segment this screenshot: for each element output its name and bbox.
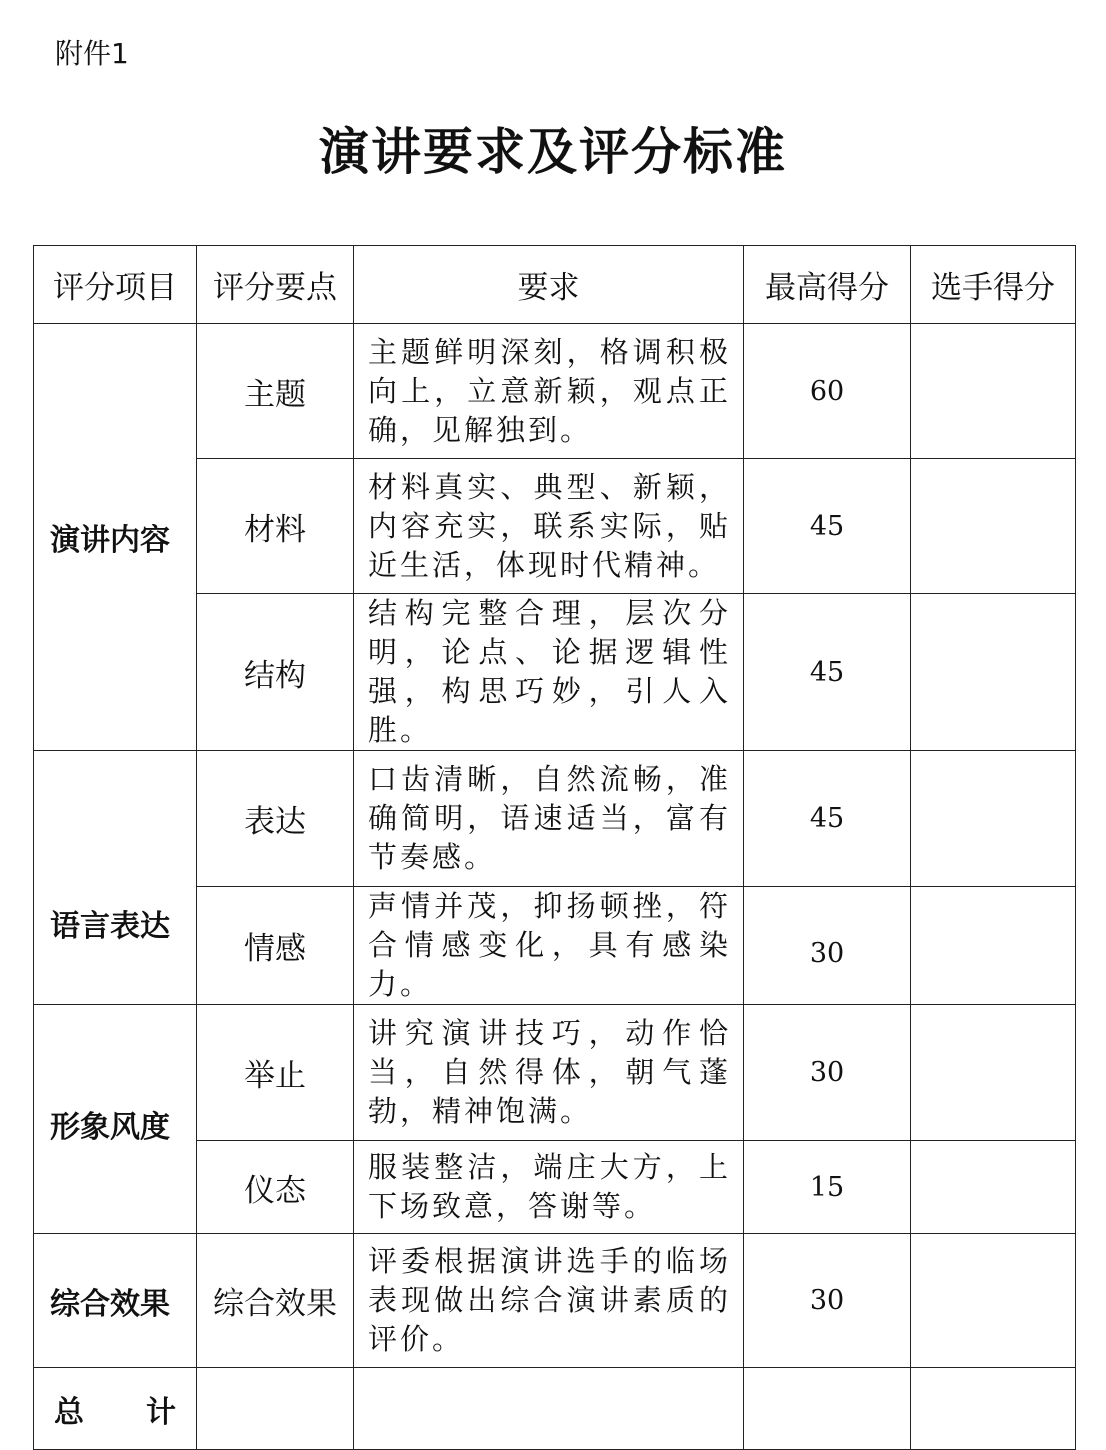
player-score-cell[interactable] [911, 324, 1076, 459]
page-title: 演讲要求及评分标准 [319, 122, 787, 181]
point-cell: 主题 [197, 324, 354, 459]
requirement-cell: 评委根据演讲选手的临场表现做出综合演讲素质的评价。 [354, 1234, 744, 1368]
attachment-label: 附件1 [55, 37, 129, 70]
requirement-cell: 口齿清晰，自然流畅，准确简明，语速适当，富有节奏感。 [354, 751, 744, 887]
requirement-cell: 材料真实、典型、新颖，内容充实，联系实际，贴近生活，体现时代精神。 [354, 459, 744, 594]
max-score-cell: 45 [744, 459, 911, 594]
column-header-player-score: 选手得分 [911, 246, 1076, 324]
player-score-cell[interactable] [911, 1005, 1076, 1141]
point-cell: 举止 [197, 1005, 354, 1141]
column-header-requirement: 要求 [354, 246, 744, 324]
max-score-cell: 15 [744, 1141, 911, 1234]
category-overall: 综合效果 [34, 1234, 197, 1368]
requirement-cell: 声情并茂，抑扬顿挫，符合情感变化，具有感染力。 [354, 887, 744, 1005]
point-cell: 结构 [197, 594, 354, 751]
total-max-score-cell [744, 1368, 911, 1450]
category-content: 演讲内容 [34, 324, 197, 751]
point-cell: 表达 [197, 751, 354, 887]
total-row [34, 1368, 1076, 1450]
category-language: 语言表达 [34, 751, 197, 1005]
table-row [34, 751, 1076, 887]
total-point-cell [197, 1368, 354, 1450]
point-cell: 材料 [197, 459, 354, 594]
category-image: 形象风度 [34, 1005, 197, 1234]
requirement-cell: 讲究演讲技巧，动作恰当，自然得体，朝气蓬勃，精神饱满。 [354, 1005, 744, 1141]
point-cell: 综合效果 [197, 1234, 354, 1368]
max-score-cell: 30 [744, 1005, 911, 1141]
scoring-table [33, 245, 1076, 1450]
table-row [34, 1005, 1076, 1141]
table-header-row [34, 246, 1076, 324]
max-score-cell: 45 [744, 751, 911, 887]
max-score-cell: 30 [744, 1234, 911, 1368]
total-label-left: 总 [54, 1394, 84, 1430]
player-score-cell[interactable] [911, 1141, 1076, 1234]
max-score-cell: 30 [744, 887, 911, 1005]
table-row [34, 1234, 1076, 1368]
player-score-cell[interactable] [911, 751, 1076, 887]
point-cell: 仪态 [197, 1141, 354, 1234]
column-header-max-score: 最高得分 [744, 246, 911, 324]
point-cell: 情感 [197, 887, 354, 1005]
total-label [34, 1368, 197, 1450]
max-score-cell: 60 [744, 324, 911, 459]
total-requirement-cell [354, 1368, 744, 1450]
max-score-cell: 45 [744, 594, 911, 751]
total-player-score-cell[interactable] [911, 1368, 1076, 1450]
player-score-cell[interactable] [911, 594, 1076, 751]
column-header-point: 评分要点 [197, 246, 354, 324]
requirement-cell: 主题鲜明深刻，格调积极向上，立意新颖，观点正确，见解独到。 [354, 324, 744, 459]
requirement-cell: 服装整洁，端庄大方，上下场致意，答谢等。 [354, 1141, 744, 1234]
player-score-cell[interactable] [911, 887, 1076, 1005]
player-score-cell[interactable] [911, 1234, 1076, 1368]
total-label-right: 计 [146, 1394, 176, 1430]
table-row [34, 324, 1076, 459]
player-score-cell[interactable] [911, 459, 1076, 594]
requirement-cell: 结构完整合理，层次分明，论点、论据逻辑性强，构思巧妙，引人入胜。 [354, 594, 744, 751]
column-header-category: 评分项目 [34, 246, 197, 324]
